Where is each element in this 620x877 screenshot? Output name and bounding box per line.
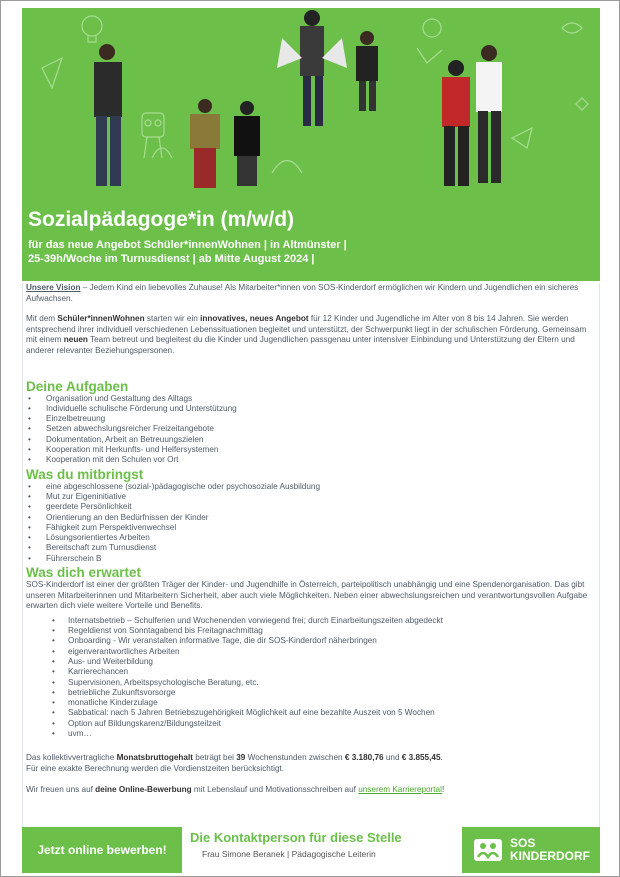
list-item: • Onboarding - Wir veranstalten informative Tage, die dir SOS-Kinderdorf näherbringen xyxy=(26,636,596,646)
list-item: • Regeldienst von Sonntagabend bis Freitagnachmittag xyxy=(26,626,596,636)
logo-text-sos: SOS xyxy=(510,836,536,850)
intro-bold-team: neuen xyxy=(63,335,88,345)
list-item: • eigenverantwortliches Arbeiten xyxy=(26,647,596,657)
list-item: • Sabbatical: nach 5 Jahren Betriebszugehörigkeit Möglichkeit auf eine bezahlte Auszeit von 5 Wochen xyxy=(26,708,596,718)
salary-note: Für eine exakte Berechnung werden die Vordienstzeiten berücksichtigt. xyxy=(26,763,285,773)
list-item: • eine abgeschlossene (sozial-)pädagogische oder psychosoziale Ausbildung xyxy=(26,482,596,492)
title-banner xyxy=(22,201,600,281)
list-item: • Internatsbetrieb – Schulferien und Wochenenden vorwiegend frei; durch Einarbeitungszeiten abgedeckt xyxy=(26,616,596,626)
salary-text-e: Wochenstunden zwischen xyxy=(245,753,345,763)
salary-text-i: . xyxy=(440,753,443,763)
logo-text-kinderdorf: KINDERDORF xyxy=(510,849,590,863)
list-item: • Dokumentation, Arbeit an Betreuungszielen xyxy=(26,435,596,445)
list-item: • Führerschein B xyxy=(26,554,596,564)
contact-heading: Die Kontaktperson für diese Stelle xyxy=(190,830,402,845)
contact-name: Frau Simone Beranek | Pädagogische Leiterin xyxy=(202,849,376,859)
salary-hours: 39 xyxy=(236,753,246,763)
list-item: • Setzen abwechslungsreicher Freizeitangebote xyxy=(26,424,596,434)
header-illustration xyxy=(22,8,600,201)
apply-text-d: ! xyxy=(441,784,445,794)
salary-label: Monatsbruttogehalt xyxy=(116,753,193,763)
list-item: • Fähigkeit zum Perspektivenwechsel xyxy=(26,523,596,533)
apply-text-a: Wir freuen uns auf xyxy=(26,784,96,794)
list-item: • Einzelbetreuung xyxy=(26,414,596,424)
salary-text-a: Das kollektivvertragliche xyxy=(26,753,117,763)
list-item: • Mut zur Eigeninitiative xyxy=(26,492,596,502)
requirements-heading: Was du mitbringst xyxy=(26,466,144,482)
list-item: • Kooperation mit Herkunfts- und Helfersystemen xyxy=(26,445,596,455)
salary-text-c: beträgt bei xyxy=(192,753,237,763)
salary-max: € 3.855,45 xyxy=(401,753,441,763)
intro-text-g: Team betreut und begleitest du die Kinder und Jugendlichen passgenau unter intensiver Einbindung und Unterstützung der Eltern und anderer relevanter Beziehungspersonen. xyxy=(26,335,575,355)
job-title: Sozialpädagoge*in (m/w/d) xyxy=(28,208,295,231)
apply-online-button[interactable]: Jetzt online bewerben! xyxy=(22,827,182,873)
career-portal-link[interactable]: unserem Karriereportal xyxy=(358,784,442,794)
job-subtitle-line-2: 25-39h/Woche im Turnusdienst | ab Mitte August 2024 | xyxy=(28,253,315,265)
intro-text-c: starten wir ein xyxy=(144,314,201,324)
apply-text-c: mit Lebenslauf und Motivationsschreiben auf xyxy=(191,784,359,794)
contact-block xyxy=(190,829,470,859)
offer-text: SOS-Kinderdorf ist einer der größten Träger der Kinder- und Jugendhilfe in Österreich, parteipolitisch unabhängig und eine Spendenorganisation. Das gibt unseren Mitarbeiterinnen und Mitarbeitern Sicherheit, aber auch viele Möglichkeiten. Neben einer abwechslungsreichen und verantwortungsvollen Aufgabe erwarten dich viele weitere Vorteile und Benefits. xyxy=(26,580,588,611)
job-subtitle-line-1: für das neue Angebot Schüler*innenWohnen | in Altmünster | xyxy=(28,239,347,251)
footer xyxy=(22,827,600,873)
list-item: • Option auf Bildungskarenz/Bildungsteilzeit xyxy=(26,719,596,729)
intro-text-a: Mit dem xyxy=(26,314,58,324)
list-item: • Supervisionen, Arbeitspsychologische Beratung, etc. xyxy=(26,678,596,688)
vision-text: – Jedem Kind ein liebevolles Zuhause! Als Mitarbeiter*innen von SOS-Kinderdorf ermöglichen wir Kindern und Jugendlichen ein sicheres Aufwachsen. xyxy=(26,283,579,303)
list-item: • Aus- und Weiterbildung xyxy=(26,657,596,667)
intro-offer xyxy=(26,314,596,356)
list-item: • uvm… xyxy=(26,729,596,739)
intro-vision xyxy=(26,283,596,304)
list-item: • Organisation und Gestaltung des Alltags xyxy=(26,394,596,404)
intro-text-e: für 12 Kinder und Jugendliche im Alter von 8 bis 14 Jahren. Sie werden entsprechend ihrer individuell verschiedenen Lebenssituationen begleitet und unterstützt, der Schwerpunkt liegt in der schulischen Förderung. Gemeinsam mit einem xyxy=(26,314,587,345)
requirements-list xyxy=(26,482,596,564)
list-item: • Kooperation mit den Schulen vor Ort xyxy=(26,455,596,465)
sos-kinderdorf-logo xyxy=(462,827,600,873)
logo-figures-icon xyxy=(468,830,508,870)
vision-label: Unsere Vision xyxy=(26,283,81,292)
tasks-heading: Deine Aufgaben xyxy=(26,378,129,394)
intro-bold-new: innovatives, neues Angebot xyxy=(200,314,309,324)
salary-info xyxy=(26,753,596,764)
list-item: • monatliche Kinderzulage xyxy=(26,698,596,708)
job-description xyxy=(22,283,600,827)
tasks-list xyxy=(26,394,596,466)
list-item: • Lösungsorientiertes Arbeiten xyxy=(26,533,596,543)
list-item: • geerdete Persönlichkeit xyxy=(26,502,596,512)
salary-text-g: und xyxy=(383,753,402,763)
intro-bold-program: Schüler*innenWohnen xyxy=(57,314,145,324)
list-item: • Bereitschaft zum Turnusdienst xyxy=(26,543,596,553)
offer-heading: Was dich erwartet xyxy=(26,565,142,581)
list-item: • betriebliche Zukunftsvorsorge xyxy=(26,688,596,698)
apply-info xyxy=(26,785,596,796)
list-item: • Individuelle schulische Förderung und Unterstützung xyxy=(26,404,596,414)
apply-bold: deine Online-Bewerbung xyxy=(95,784,192,794)
benefits-list xyxy=(26,616,596,740)
salary-min: € 3.180,76 xyxy=(344,753,384,763)
list-item: • Orientierung an den Bedürfnissen der Kinder xyxy=(26,513,596,523)
list-item: • Karrierechancen xyxy=(26,667,596,677)
